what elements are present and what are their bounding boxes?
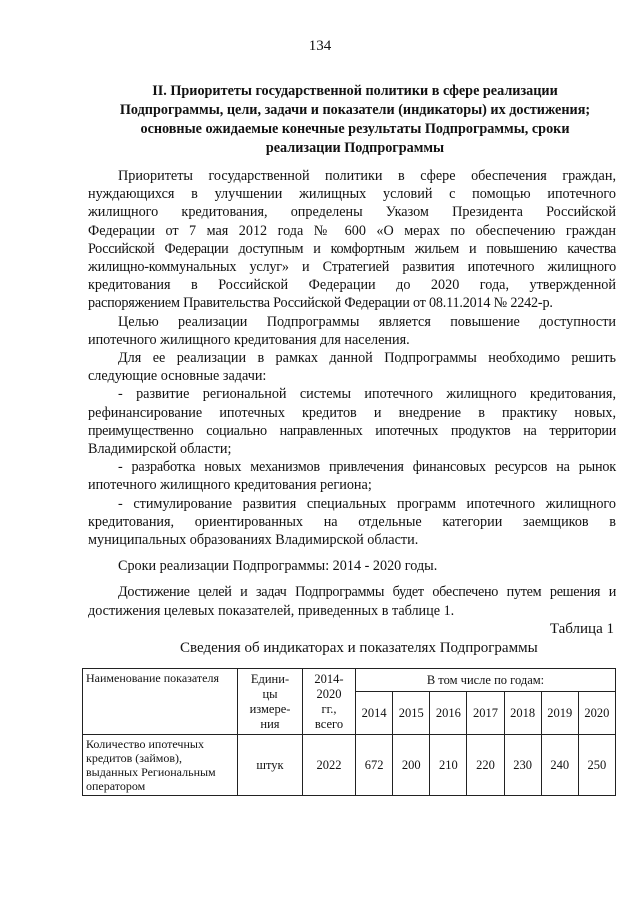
text-line: Для ее реализации в рамках данной Подпрограммы необходимо решить — [118, 350, 616, 367]
cell-indicator-name: Количество ипотечных кредитов (займов), выданных Региональным оператором — [83, 735, 238, 796]
cell-value: 200 — [393, 735, 430, 796]
text-line: Владимирской области; — [88, 441, 232, 458]
header-by-years: В том числе по годам: — [356, 669, 616, 692]
header-name: Наименование показателя — [83, 669, 238, 735]
header-year: 2017 — [467, 692, 504, 735]
table-title: Сведения об индикаторах и показателях Подпрограммы — [180, 640, 538, 656]
text-line: - разработка новых механизмов привлечения финансовых ресурсов на рынок — [118, 459, 616, 476]
text-line: достижения целевых показателей, приведенных в таблице 1. — [88, 602, 455, 619]
cell-total: 2022 — [303, 735, 356, 796]
text-line: жилищного кредитования, определены Указом Президента Российской — [88, 204, 616, 221]
text-line: рефинансирование ипотечных кредитов и внедрение в практику новых, — [88, 404, 616, 421]
text-line: кредитования, ориентированных на отдельные категории заемщиков в — [88, 513, 616, 530]
cell-unit: штук — [238, 735, 303, 796]
heading-line: реализации Подпрограммы — [265, 140, 445, 156]
heading-line: Подпрограммы, цели, задачи и показатели (индикаторы) их достижения; — [119, 102, 591, 118]
header-year: 2020 — [578, 692, 615, 735]
page-number: 134 — [308, 38, 332, 54]
text-line: - стимулирование развития специальных программ ипотечного жилищного — [118, 495, 616, 512]
cell-value: 240 — [541, 735, 578, 796]
text-line: муниципальных образованиях Владимирской области. — [88, 532, 419, 549]
table-caption: Таблица 1 — [549, 621, 614, 637]
text-line: Российской Федерации доступным и комфортным жильем и повышению качества — [88, 240, 616, 257]
cell-value: 210 — [430, 735, 467, 796]
table-row — [83, 735, 616, 796]
cell-value: 250 — [578, 735, 615, 796]
text-line: жилищно-коммунальных услуг» и Стратегией развития ипотечного жилищного — [88, 259, 616, 276]
text-line: Сроки реализации Подпрограммы: 2014 - 2020 годы. — [118, 558, 438, 575]
text-line: кредитования в Российской Федерации до 2020 года, утвержденной — [88, 277, 616, 294]
heading-line: основные ожидаемые конечные результаты Подпрограммы, сроки — [140, 121, 570, 137]
text-line: Целью реализации Подпрограммы является повышение доступности — [118, 313, 616, 330]
text-line: преимущественно социально направленных ипотечных продуктов на территории — [88, 422, 616, 439]
text-line: распоряжением Правительства Российской Федерации от 08.11.2014 № 2242-р. — [88, 295, 553, 312]
header-year: 2014 — [356, 692, 393, 735]
text-line: Федерации от 7 мая 2012 года № 600 «О мерах по обеспечению граждан — [88, 222, 616, 239]
header-year: 2019 — [541, 692, 578, 735]
text-line: ипотечного жилищного кредитования для населения. — [88, 331, 410, 348]
header-year: 2018 — [504, 692, 541, 735]
cell-value: 672 — [356, 735, 393, 796]
indicators-table — [82, 668, 616, 796]
text-line: ипотечного жилищного кредитования региона; — [88, 477, 372, 494]
body-text — [88, 167, 616, 620]
header-unit: Едини- цы измере- ния — [238, 669, 303, 735]
table-header-row — [83, 669, 616, 692]
text-line: Достижение целей и задач Подпрограммы будет обеспечено путем решения и — [118, 584, 616, 601]
header-total: 2014- 2020 гг., всего — [303, 669, 356, 735]
header-year: 2016 — [430, 692, 467, 735]
text-line: - развитие региональной системы ипотечного жилищного кредитования, — [118, 386, 616, 403]
cell-value: 230 — [504, 735, 541, 796]
heading-line: II. Приоритеты государственной политики в сфере реализации — [152, 83, 558, 99]
cell-value: 220 — [467, 735, 504, 796]
text-line: Приоритеты государственной политики в сфере обеспечения граждан, — [118, 168, 616, 184]
header-year: 2015 — [393, 692, 430, 735]
text-line: нуждающихся в улучшении жилищных условий с помощью ипотечного — [88, 186, 616, 203]
text-line: следующие основные задачи: — [88, 368, 267, 385]
section-heading — [90, 82, 620, 158]
